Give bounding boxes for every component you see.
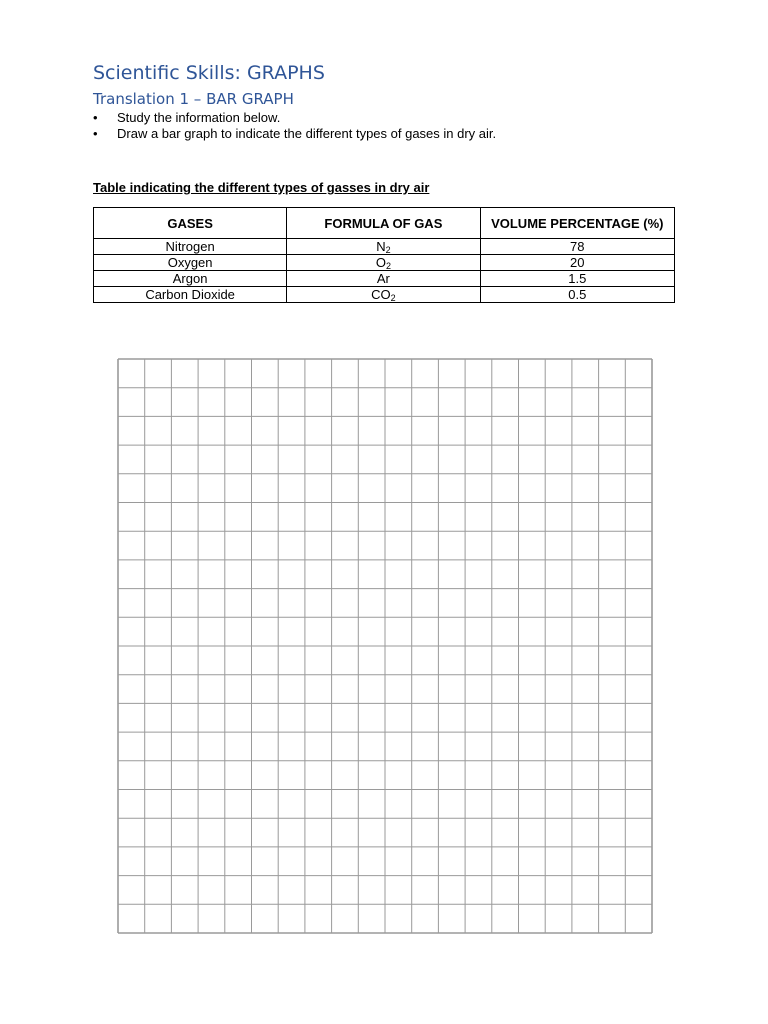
instruction-text: Draw a bar graph to indicate the different types of gases in dry air. (117, 126, 497, 141)
instruction-item (93, 126, 496, 142)
formula-subscript: 2 (385, 261, 391, 271)
bullet-icon: • (93, 126, 98, 141)
formula-cell (287, 287, 480, 303)
gas-name-cell: Carbon Dioxide (94, 287, 287, 303)
table-header-row (94, 208, 675, 239)
gas-name-cell: Oxygen (94, 255, 287, 271)
formula-cell (287, 255, 480, 271)
table-row (94, 287, 675, 303)
gas-table (93, 207, 675, 303)
gas-name-cell: Nitrogen (94, 239, 287, 255)
table-caption: Table indicating the different types of gasses in dry air (93, 180, 430, 195)
formula-base: CO (371, 287, 391, 302)
column-header-formula: FORMULA OF GAS (287, 208, 480, 239)
formula-subscript: 2 (385, 245, 391, 255)
formula-subscript: 2 (390, 293, 396, 303)
gas-name-cell: Argon (94, 271, 287, 287)
column-header-gases: GASES (94, 208, 287, 239)
page-title: Scientific Skills: GRAPHS (93, 62, 325, 84)
formula-cell (287, 239, 480, 255)
formula-cell (287, 271, 480, 287)
instruction-text: Study the information below. (117, 110, 281, 125)
volume-cell: 1.5 (480, 271, 674, 287)
table-row (94, 255, 675, 271)
volume-cell: 78 (480, 239, 674, 255)
graph-paper-grid (116, 357, 654, 935)
volume-cell: 0.5 (480, 287, 674, 303)
formula-base: Ar (376, 271, 390, 286)
table-row (94, 239, 675, 255)
formula-base: N (376, 239, 386, 254)
table-row (94, 271, 675, 287)
column-header-volume: VOLUME PERCENTAGE (%) (480, 208, 674, 239)
formula-base: O (375, 255, 386, 270)
volume-cell: 20 (480, 255, 674, 271)
instruction-list (93, 110, 496, 142)
page-subtitle: Translation 1 – BAR GRAPH (93, 90, 294, 108)
instruction-item (93, 110, 496, 126)
bullet-icon: • (93, 110, 98, 125)
